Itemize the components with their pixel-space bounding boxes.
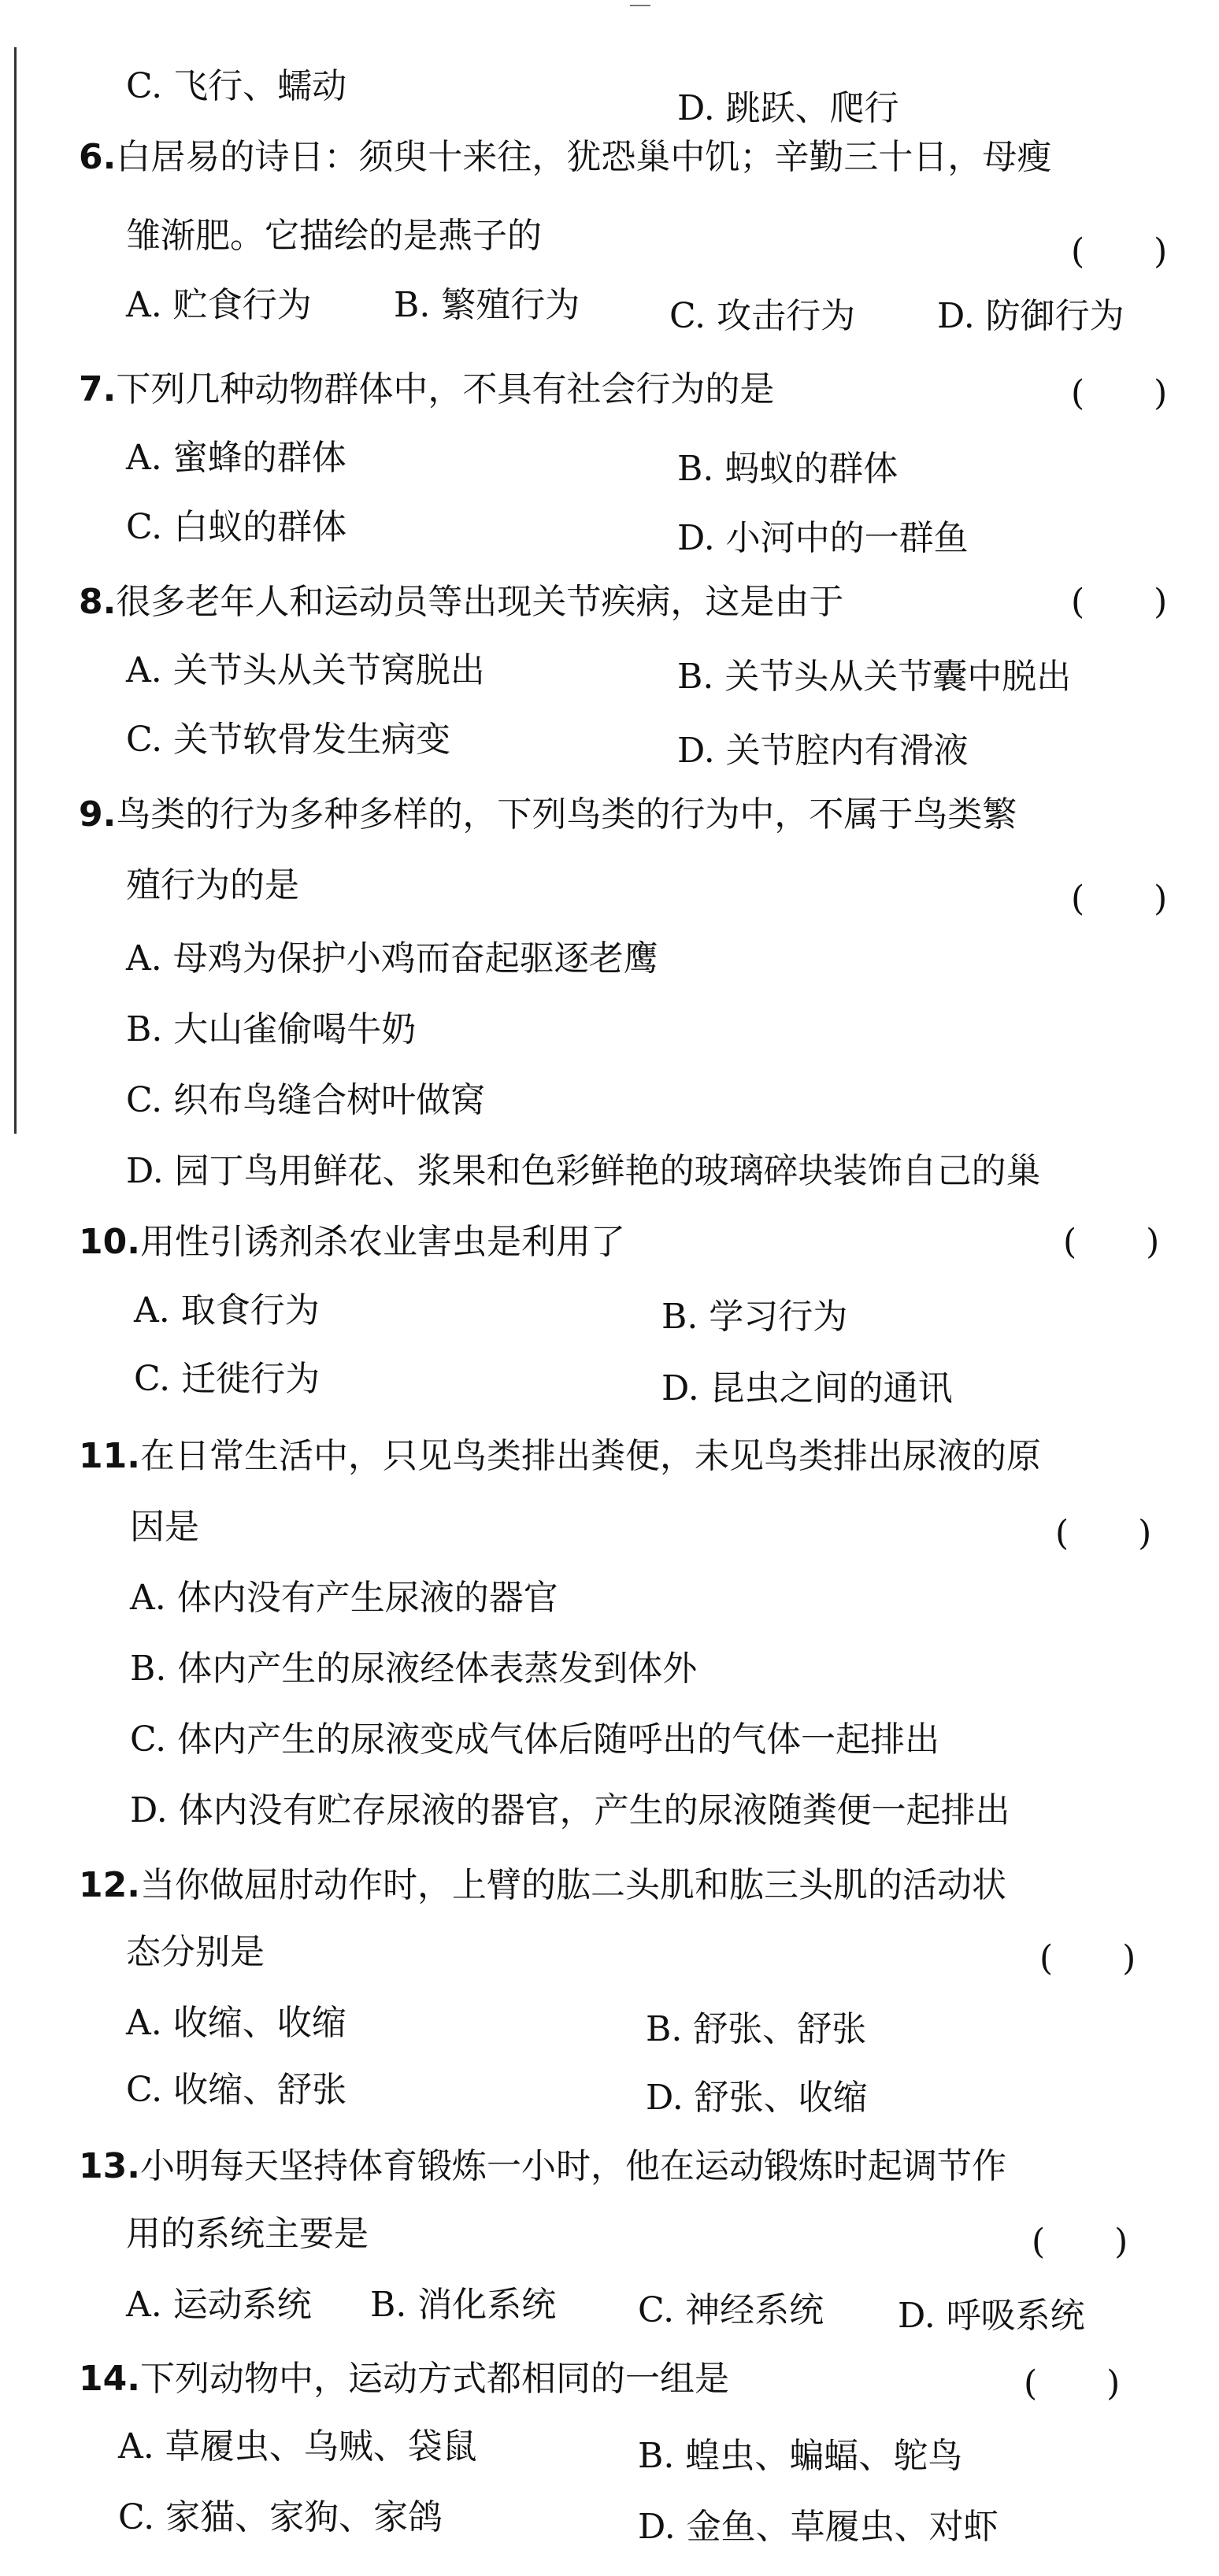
- q7-option-c: C. 白蚁的群体: [126, 507, 347, 547]
- q9-option-d: D. 园丁鸟用鲜花、浆果和色彩鲜艳的玻璃碎块装饰自己的巢: [126, 1151, 1041, 1191]
- q6-answer-paren: ( ): [1071, 231, 1168, 272]
- q6-option-b: B. 繁殖行为: [394, 285, 580, 325]
- q10-option-d: D. 昆虫之间的通讯: [661, 1368, 953, 1408]
- q12-option-d: D. 舒张、收缩: [646, 2078, 868, 2118]
- q9-stem-line1: 9.鸟类的行为多种多样的，下列鸟类的行为中，不属于鸟类繁: [79, 794, 1017, 835]
- q11-option-d: D. 体内没有贮存尿液的器官，产生的尿液随粪便一起排出: [130, 1790, 1010, 1830]
- q11-stem-line2: 因是: [130, 1507, 199, 1547]
- q6-option-d: D. 防御行为: [937, 296, 1125, 336]
- q6-option-c: C. 攻击行为: [669, 296, 856, 336]
- q12-stem-line2: 态分别是: [126, 1932, 265, 1972]
- q6-stem-line2: 雏渐肥。它描绘的是燕子的: [126, 216, 542, 256]
- q14-option-c: C. 家猫、家狗、家鸽: [118, 2497, 443, 2537]
- q11-stem-line1: 11.在日常生活中，只见鸟类排出粪便，未见鸟类排出尿液的原: [79, 1436, 1041, 1476]
- q7-stem: 7.下列几种动物群体中，不具有社会行为的是: [79, 369, 775, 409]
- q5-option-c: C. 飞行、蠕动: [126, 66, 347, 106]
- q13-option-c: C. 神经系统: [638, 2290, 824, 2330]
- q13-stem-line2: 用的系统主要是: [126, 2214, 369, 2254]
- q9-option-c: C. 织布鸟缝合树叶做窝: [126, 1080, 486, 1120]
- q13-option-a: A. 运动系统: [126, 2285, 312, 2325]
- q12-option-c: C. 收缩、舒张: [126, 2070, 347, 2110]
- q7-answer-paren: ( ): [1071, 373, 1168, 413]
- q10-stem: 10.用性引诱剂杀农业害虫是利用了: [79, 1222, 625, 1262]
- q8-option-b: B. 关节头从关节囊中脱出: [677, 657, 1072, 697]
- q8-option-a: A. 关节头从关节窝脱出: [126, 650, 485, 690]
- q9-stem-line2: 殖行为的是: [126, 865, 299, 905]
- top-mark: [630, 5, 650, 11]
- q12-stem-line1: 12.当你做屈肘动作时，上臂的肱二头肌和肱三头肌的活动状: [79, 1865, 1006, 1905]
- q5-option-d: D. 跳跃、爬行: [677, 88, 899, 128]
- q7-option-b: B. 蚂蚁的群体: [677, 449, 899, 489]
- q13-option-b: B. 消化系统: [370, 2285, 557, 2325]
- q13-option-d: D. 呼吸系统: [898, 2296, 1085, 2336]
- q12-option-b: B. 舒张、舒张: [646, 2009, 867, 2049]
- q10-answer-paren: ( ): [1063, 1222, 1160, 1262]
- q8-option-c: C. 关节软骨发生病变: [126, 720, 451, 760]
- q9-answer-paren: ( ): [1071, 879, 1168, 919]
- q11-option-c: C. 体内产生的尿液变成气体后随呼出的气体一起排出: [130, 1719, 940, 1760]
- q10-option-b: B. 学习行为: [661, 1297, 848, 1337]
- q7-option-d: D. 小河中的一群鱼: [677, 518, 969, 558]
- q7-option-a: A. 蜜蜂的群体: [126, 438, 346, 478]
- q14-stem: 14.下列动物中，运动方式都相同的一组是: [79, 2359, 729, 2399]
- q9-option-b: B. 大山雀偷喝牛奶: [126, 1009, 417, 1049]
- q14-option-a: A. 草履虫、乌贼、袋鼠: [118, 2426, 477, 2467]
- q12-answer-paren: ( ): [1039, 1938, 1136, 1978]
- q6-number: 6.: [79, 137, 117, 177]
- q13-stem-line1: 13.小明每天坚持体育锻炼一小时，他在运动锻炼时起调节作: [79, 2146, 1006, 2186]
- q12-option-a: A. 收缩、收缩: [126, 2003, 346, 2043]
- margin-rule: [14, 47, 17, 1134]
- q14-option-b: B. 蝗虫、蝙蝠、鸵鸟: [638, 2436, 963, 2476]
- q8-answer-paren: ( ): [1071, 582, 1168, 622]
- q10-option-a: A. 取食行为: [134, 1290, 320, 1331]
- q8-stem: 8.很多老年人和运动员等出现关节疾病，这是由于: [79, 582, 844, 622]
- q6-option-a: A. 贮食行为: [126, 285, 312, 325]
- q8-option-d: D. 关节腔内有滑液: [677, 731, 969, 771]
- q11-option-a: A. 体内没有产生尿液的器官: [130, 1578, 558, 1618]
- q14-answer-paren: ( ): [1024, 2363, 1121, 2404]
- q13-answer-paren: ( ): [1032, 2222, 1128, 2262]
- q14-option-d: D. 金鱼、草履虫、对虾: [638, 2507, 999, 2547]
- q6-stem-line1: 6.白居易的诗日：须臾十来往，犹恐巢中饥；辛勤三十日，母瘦: [79, 137, 1052, 177]
- q10-option-c: C. 迁徙行为: [134, 1359, 320, 1399]
- q11-answer-paren: ( ): [1055, 1513, 1152, 1553]
- q9-option-a: A. 母鸡为保护小鸡而奋起驱逐老鹰: [126, 938, 658, 979]
- q11-option-b: B. 体内产生的尿液经体表蒸发到体外: [130, 1649, 698, 1689]
